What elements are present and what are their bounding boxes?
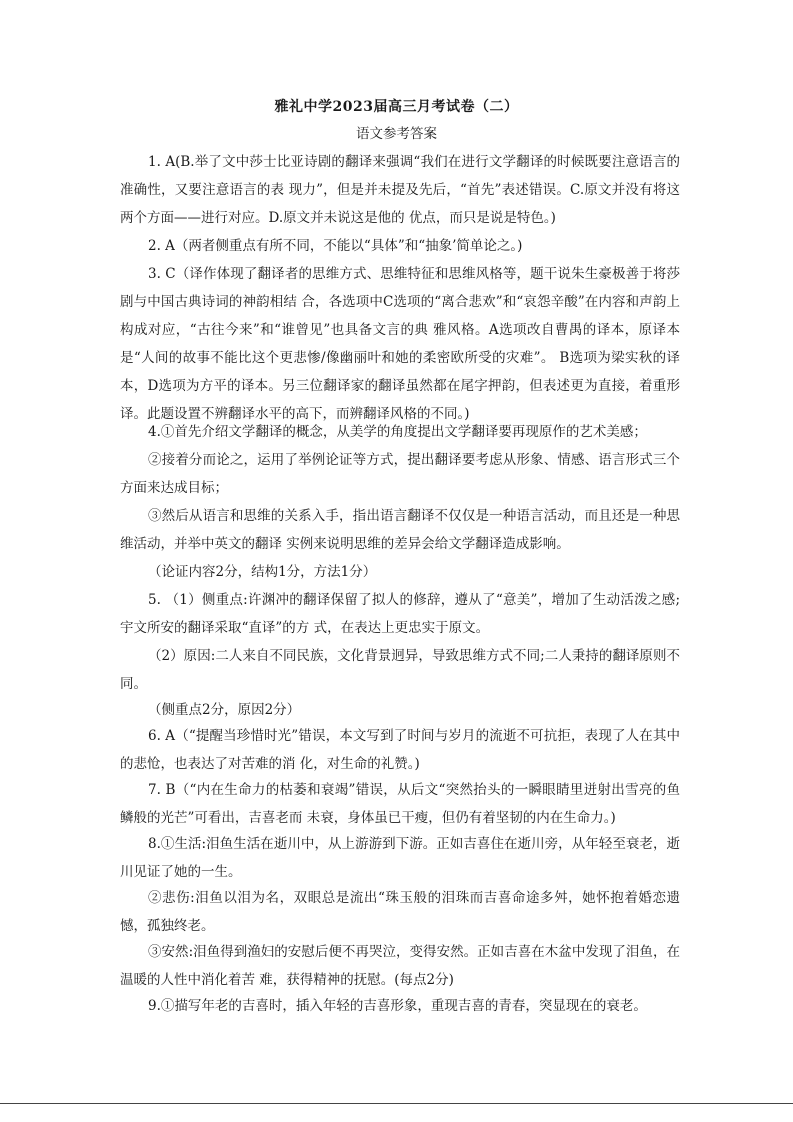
answer-5-part-1: 5. （1）侧重点:许渊冲的翻译保留了拟人的修辞，遵从了“意美”，增加了生动活泼之感;宇文所安的翻译采取“直译”的方 式，在表达上更忠实于原文。 [120, 592, 680, 636]
answer-2: 2. A（两者侧重点有所不同，不能以“具体”和“抽象’简单论之。) [148, 238, 523, 254]
document-title: 雅礼中学2023届高三月考试卷（二） [274, 99, 519, 115]
answer-4-point-2: ②接着分而论之，运用了举例论证等方式，提出翻译要考虑从形象、情感、语言形式三个方面来达成目标； [120, 452, 680, 496]
answer-4-point-1: 4.①首先介绍文学翻译的概念，从美学的角度提出文学翻译要再现原作的艺术美感； [148, 424, 647, 440]
answer-5-score-note: （侧重点2分，原因2分） [148, 702, 301, 718]
answer-8-point-2: ②悲伤:泪鱼以泪为名，双眼总是流出“珠玉般的泪珠而吉喜命途多舛，她怀抱着婚恋遗憾，孤独终老。 [120, 890, 680, 934]
answer-8-point-1: 8.①生活:泪鱼生活在逝川中，从上游游到下游。正如吉喜住在逝川旁，从年轻至衰老，逝川见证了她的一生。 [120, 836, 680, 880]
answer-1: 1. A(B.举了文中莎士比亚诗剧的翻译来强调“我们在进行文学翻译的时候既要注意语言的准确性，又要注意语言的表 现力”，但是并未提及先后，“首先”表述错误。C.原文并没有将这两个方面——进行对应。D.原文并未说这是他的 优点，而只是说是特色。) [120, 154, 680, 226]
answer-6: 6. A（“提醒当珍惜时光”错误，本文写到了时间与岁月的流逝不可抗拒，表现了人在其中的悲怆，也表达了对苦难的消 化，对生命的礼赞。) [120, 728, 680, 772]
answer-7: 7. B（“内在生命力的枯萎和衰竭”错误，从后文“突然抬头的一瞬眼睛里迸射出雪亮的鱼鳞般的光芒”可看出，吉喜老而 未衰，身体虽已干瘦，但仍有着坚韧的内在生命力。) [120, 782, 680, 826]
page-bottom-rule [0, 1103, 793, 1104]
answer-8-point-3: ③安然:泪鱼得到渔妇的安慰后便不再哭泣，变得安然。正如吉喜在木盆中发现了泪鱼，在温暖的人性中消化着苦 难，获得精神的抚慰。(每点2分) [120, 944, 680, 988]
answer-4-point-3: ③然后从语言和思维的关系入手，指出语言翻译不仅仅是一种语言活动，而且还是一种思维活动，并举中英文的翻译 实例来说明思维的差异会给文学翻译造成影响。 [120, 508, 680, 552]
answer-9-point-1: 9.①描写年老的吉喜时，插入年轻的吉喜形象，重现吉喜的青春，突显现在的衰老。 [148, 998, 647, 1014]
document-subtitle: 语文参考答案 [356, 126, 437, 142]
answer-5-part-2: （2）原因:二人来自不同民族，文化背景迥异，导致思维方式不同;二人秉持的翻译原则不同。 [120, 648, 680, 692]
answer-4-score-note: （论证内容2分，结构1分，方法1分） [148, 564, 377, 580]
answer-3: 3. C（译作体现了翻译者的思维方式、思维特征和思维风格等，题干说朱生豪极善于将莎剧与中国古典诗词的神韵相结 合，各选项中C选项的“离合悲欢”和“哀怨辛酸”在内容和声韵上构成对应，“古往今来”和“谁曾见”也具备文言的典 雅风格。A选项改自曹禺的译本，原译本是“人间的故事不能比这个更悲惨/像幽丽叶和她的柔密欧所受的灾难”。 B选项为梁实秋的译本，D选项为方平的译本。另三位翻译家的翻译虽然都在尾字押韵，但表述更为直接，着重形 译。此题设置不辨翻译水平的高下，而辨翻译风格的不同。) [120, 266, 680, 422]
